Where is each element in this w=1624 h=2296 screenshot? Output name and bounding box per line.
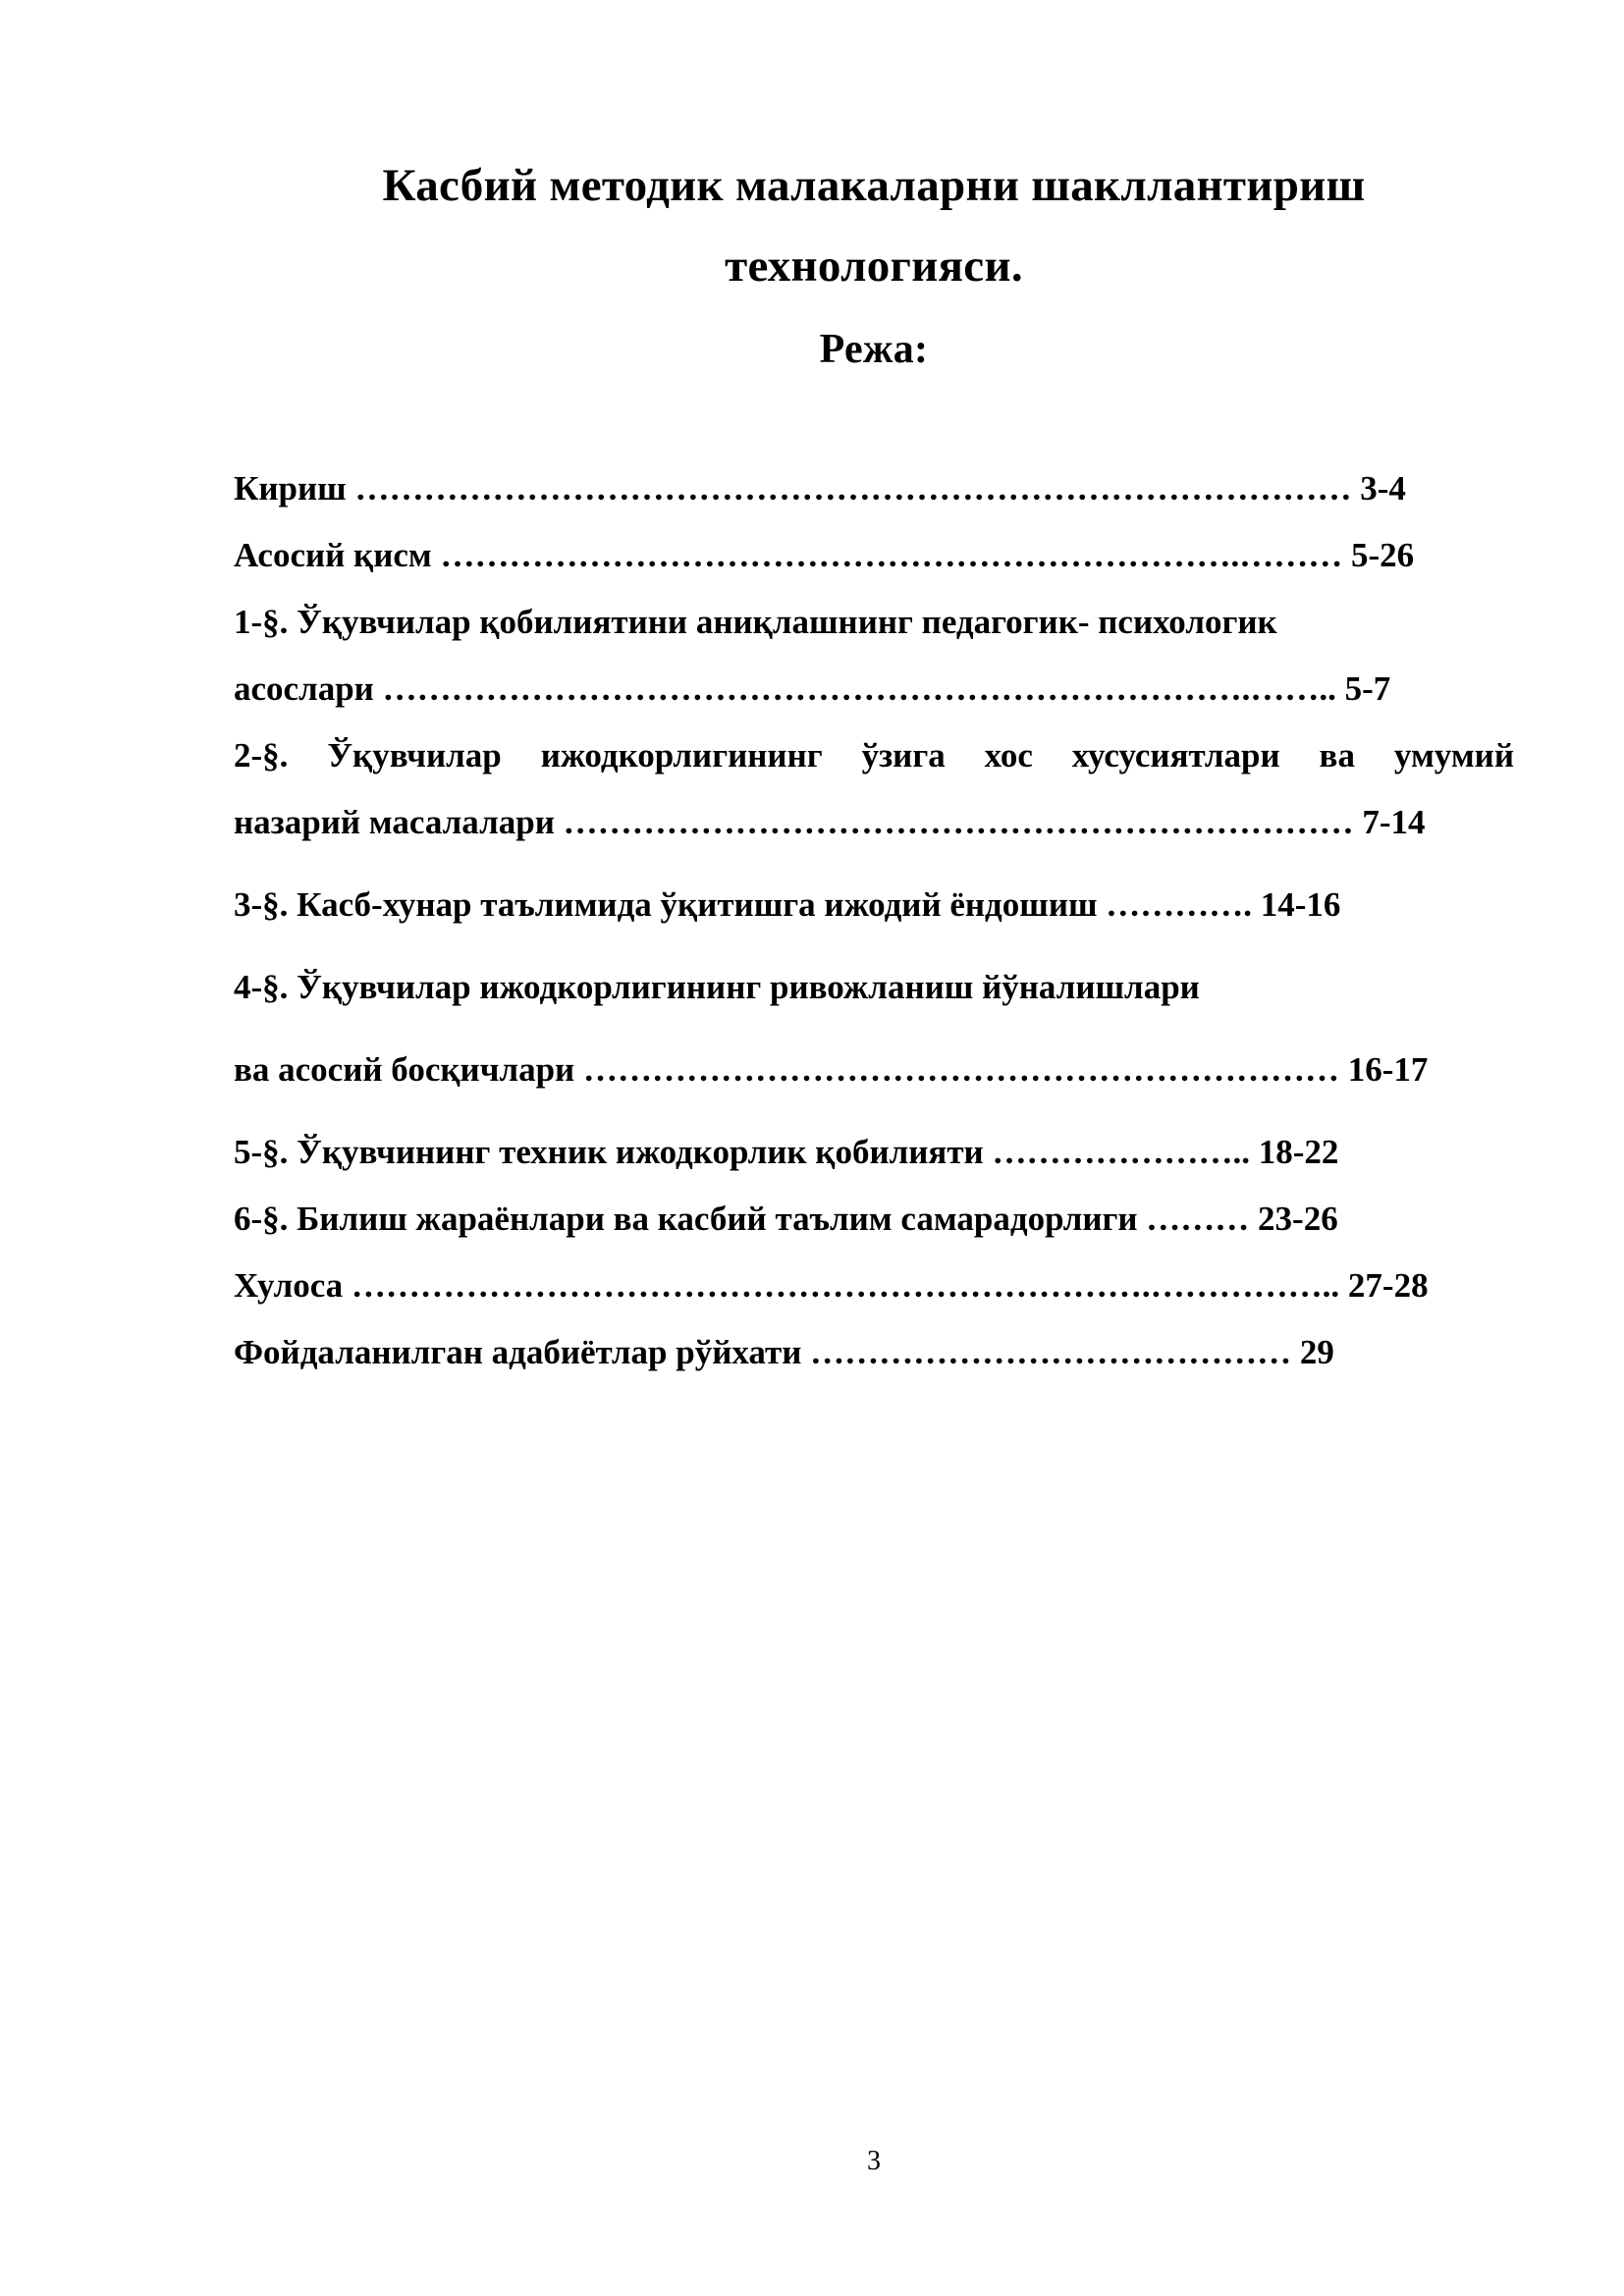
toc-entry-section-1-line-1: 1-§. Ўқувчилар қобилиятини аниқлашнинг педагогик- психологик: [234, 603, 1277, 641]
toc-entry-section-2-line-1: 2-§. Ўқувчилар ижодкорлигининг ўзига хос хусусиятлари ва умумий: [234, 736, 1514, 774]
toc-entry-section-3: 3-§. Касб-хунар таълимида ўқитишга ижодий ёндошиш …………. 14-16: [234, 885, 1341, 924]
plan-heading: Режа:: [819, 327, 929, 372]
toc-entry-section-6: 6-§. Билиш жараёнлари ва касбий таълим самарадорлиги ……… 23-26: [234, 1200, 1338, 1238]
toc-entry-section-5: 5-§. Ўқувчининг техник ижодкорлик қобилияти ………………….. 18-22: [234, 1133, 1339, 1171]
document-title-line-2: технологияси.: [725, 240, 1023, 292]
toc-entry-section-2-line-2: назарий масалалари …………………………………………………………… 7-14: [234, 803, 1426, 841]
document-title-line-1: Касбий методик малакаларни шакллантириш: [382, 160, 1366, 211]
toc-entry-references: Фойдаланилган адабиётлар рўйхати …………………………………… 29: [234, 1333, 1334, 1371]
toc-entry-introduction: Кириш …………………………………………………………………………… 3-4: [234, 469, 1406, 507]
toc-entry-conclusion: Хулоса …………………………………………………………….…………….. 27-28: [234, 1266, 1429, 1305]
toc-entry-section-4-line-2: ва асосий босқичлари ………………………………………………………… 16-17: [234, 1050, 1429, 1089]
toc-entry-section-4-line-1: 4-§. Ўқувчилар ижодкорлигининг ривожланиш йўналишлари: [234, 968, 1200, 1006]
page-number: 3: [867, 2146, 881, 2176]
toc-entry-main-part: Асосий қисм …………………………………………………………….……… 5-26: [234, 536, 1415, 574]
toc-entry-section-1-line-2: асослари ………………………………………………………………….…….. 5-7: [234, 669, 1391, 708]
